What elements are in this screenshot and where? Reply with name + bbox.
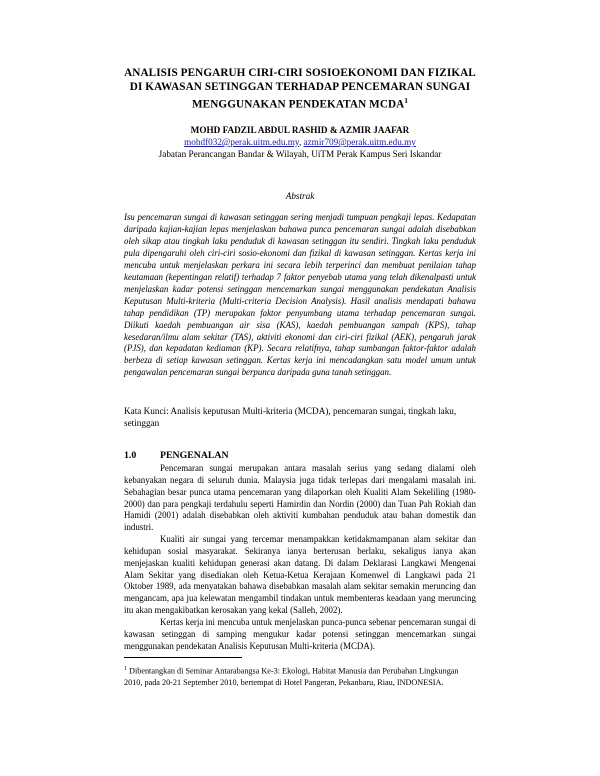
section-body [124, 463, 476, 653]
body-paragraph: Kertas kerja ini mencuba untuk menjelaskan punca-punca sebenar pencemaran sungai di kawasan setinggan di samping mengukur kadar potensi setinggan mencemarkan sungai menggunakan pendekatan Analisis Keputusan Multi-kriteria (MCDA). [124, 616, 476, 651]
email-separator: , [298, 137, 304, 147]
author-emails [100, 137, 500, 147]
section-number: 1.0 [124, 450, 137, 461]
paper-title [110, 66, 490, 112]
title-line-text: MENGGUNAKAN PENDEKATAN MCDA [192, 98, 405, 111]
section-heading [124, 450, 229, 461]
footnote-divider [124, 657, 242, 658]
keywords: Kata Kunci: Analisis keputusan Multi-kriteria (MCDA), pencemaran sungai, tingkah laku, setinggan [124, 406, 457, 428]
affiliation: Jabatan Perancangan Bandar & Wilayah, UiTM Perak Kampus Seri Iskandar [158, 149, 442, 159]
abstract-text: Isu pencemaran sungai di kawasan setinggan sering menjadi tumpuan pengkaji lepas. Kedapatan daripada kajian-kajian lepas menjelaskan bahawa punca pencemaran sungai adalah disebabkan oleh sikap atau tingkah laku penduduk di kawasan setinggan itu sendiri. Tingkah laku penduduk pula dipengaruhi oleh ciri-ciri sosio-ekonomi dan fizikal di kawasan setinggan. Kertas kerja ini mencuba untuk menjelaskan perkara ini secara lebih terperinci dan membuat penilaian tahap keutamaan (kepentingan relatif) terhadap 7 faktor penyebab utama yang telah dikenalpasti untuk menjelaskan kadar potensi setinggan mencemarkan sungai menggunakan pendekatan Analisis Keputusan Multi-kriteria (Multi-criteria Decision Analysis). Hasil analisis mendapati bahawa tahap pendidikan (TP) merupakan faktor penyumbang utama terhadap pencemaran sungai. Diikuti kaedah pembuangan air sisa (KAS), kaedah pembuangan sampah (KPS), tahap kesedaran/ilmu alam sekitar (TAS), aktiviti ekonomi dan ciri-ciri fizikal (AEK), pengaruh jarak (PJS), dan kepadatan kediaman (KP). Secara relatifnya, tahap sumbangan faktor-faktor adalah berbeza di setiap kawasan setinggan. Kertas kerja ini mencadangkan satu model umum untuk pengawalan pencemaran sungai berpunca daripada guna tanah setinggan. [124, 212, 476, 378]
title-footnote-mark: 1 [404, 97, 408, 105]
title-line [110, 94, 490, 112]
body-paragraph: Pencemaran sungai merupakan antara masalah serius yang sedang dialami oleh kebanyakan negara di seluruh dunia. Malaysia juga tidak terlepas dari mengalami masalah ini. Sebahagian besar punca utama pencemaran yang dilaporkan oleh Kualiti Alam Sekeliling (1980-2000) dan para pengkaji terdahulu seperti Hamirdin dan Nordin (2000) dan Tuan Pah Rokiah dan Hamidi (2001) adalah disebabkan oleh aktiviti kumbahan penduduk atau bahan domestik dan industri. [124, 463, 476, 533]
title-line: DI KAWASAN SETINGGAN TERHADAP PENCEMARAN SUNGAI [129, 81, 471, 93]
author-names: MOHD FADZIL ABDUL RASHID & AZMIR JAAFAR [190, 125, 410, 135]
footnote-text: Dibentangkan di Seminar Antarabangsa Ke-3: Ekologi, Habitat Manusia dan Perubahan Lingkungan 2010, pada 20-21 September 2010, bertempat di Hotel Pangeran, Pekanbaru, Riau, INDONESIA. [124, 666, 459, 687]
footnote [124, 664, 476, 688]
abstract-heading: Abstrak [285, 191, 315, 201]
section-title: PENGENALAN [160, 450, 229, 461]
body-paragraph: Kualiti air sungai yang tercemar menampakkan ketidakmampanan alam sekitar dan kehidupan sosial masyarakat. Sekiranya ianya berterusan berlaku, sekaligus ianya akan menjejaskan kualiti kehidupan generasi akan datang. Di dalam Deklarasi Langkawi Mengenai Alam Sekitar yang disediakan oleh Ketua-Ketua Kerajaan Komenwel di Langkawi pada 21 Oktober 1989, ada menyatakan bahawa disebabkan masalah alam sekitar semakin meruncing dan mengancam, apa jua kelewatan mengambil tindakan untuk membenteras keadaan yang meruncing itu akan mengakibatkan kerosakan yang kekal (Salleh, 2002). [124, 534, 476, 616]
email-link-2[interactable]: azmir709@perak.uitm.edu.my [303, 137, 416, 147]
footnote-mark: 1 [124, 666, 127, 672]
email-link-1[interactable]: mohdf032@perak.uitm.edu.my [184, 137, 299, 147]
title-line: ANALISIS PENGARUH CIRI-CIRI SOSIOEKONOMI DAN FIZIKAL [124, 67, 476, 79]
